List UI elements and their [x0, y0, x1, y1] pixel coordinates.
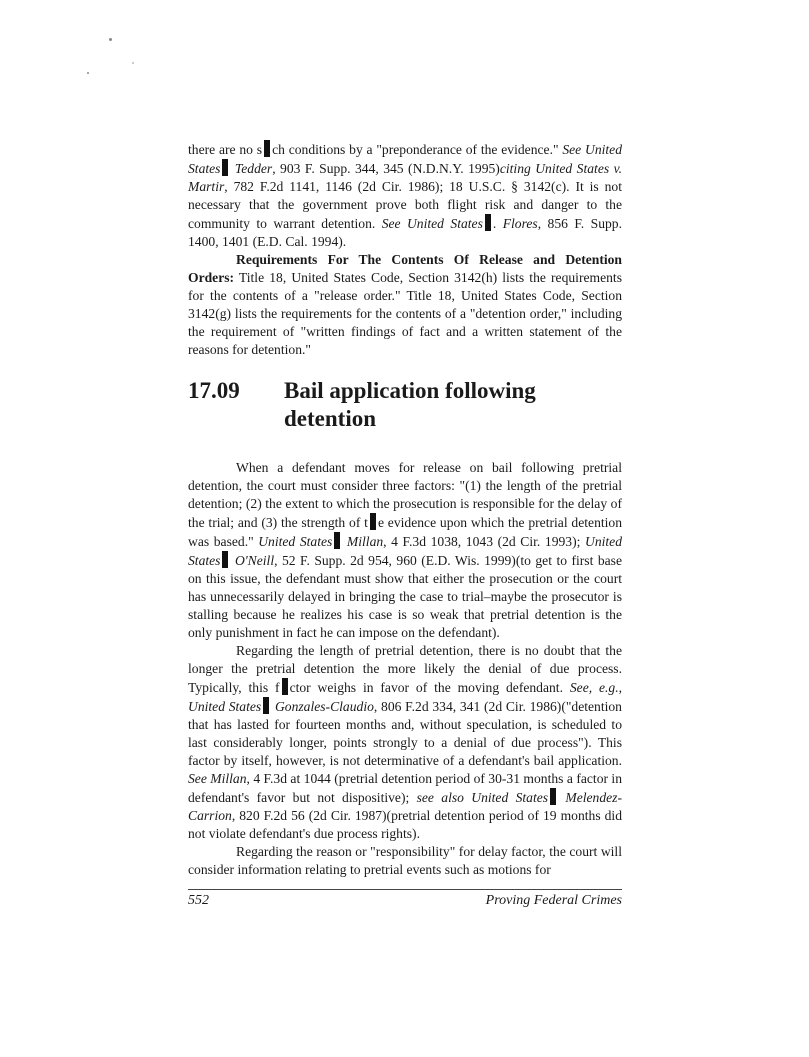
- book-title: Proving Federal Crimes: [485, 893, 622, 908]
- italic-citation: United States: [188, 534, 623, 568]
- italic-citation: Gonzales-Claudio: [271, 699, 374, 714]
- paragraph: Regarding the length of pretrial detention, there is no doubt that the longer the pretrial detention the more likely the denial of due process. Typically, this f ctor weighs in favor of the moving defendant. See, e.g., United States Gonzales-Claudio, 806 F.2d 334, 341 (2d Cir. 1986)("detention that has lasted for fourteen months and, without speculation, is scheduled to last considerably longer, points strongly to a denial of due process"). This factor by itself, however, is not determinative of a defendant's bail application. See Millan, 4 F.3d at 1044 (pretrial detention period of 30-31 months a factor in defendant's favor but not dispositive); see also United States Melendez-Carrion, 820 F.2d 56 (2d Cir. 1987)(pretrial detention period of 19 months did not violate defendant's due process rights).: [188, 643, 623, 841]
- paragraph: Requirements For The Contents Of Release and Detention Orders: Title 18, United States Code, Section 3142(h) lists the requirements for the contents of a "release order." Title 18, United States Code, Section 3142(g) lists the requirements for the contents of a "detention order," including the requirement of "written findings of fact and a written statement of the reasons for detention.": [188, 252, 622, 357]
- section-title: Bail application following detention: [284, 378, 536, 431]
- italic-citation: See United States: [188, 142, 622, 176]
- redaction-mark: [485, 214, 491, 231]
- paragraph: When a defendant moves for release on bail following pretrial detention, the court must consider three factors: "(1) the length of the pretrial detention; (2) the extent to which the prosecution is responsible for the delay of the trial; and (3) the strength of t e evidence upon which the pretrial detention was based." United States Millan, 4 F.3d 1038, 1043 (2d Cir. 1993); United States O'Neill, 52 F. Supp. 2d 954, 960 (E.D. Wis. 1999)(to get to first base on this issue, the defendant must show that either the prosecution or the court has unnecessarily delayed in bringing the case to trial–maybe the prosecutor is stalling because he realizes his case is so weak that pretrial detention is the only punishment in fact he can impose on the defendant).: [188, 460, 623, 640]
- italic-citation: O'Neill: [230, 553, 275, 568]
- redaction-mark: [264, 140, 270, 157]
- scan-speck: [109, 38, 112, 41]
- paragraph: Regarding the reason or "responsibility" for delay factor, the court will consider information relating to pretrial events such as motions for: [188, 844, 622, 877]
- page-number: 552: [188, 893, 209, 908]
- italic-citation: Flores: [502, 216, 538, 231]
- section-number: 17.09: [188, 378, 240, 403]
- italic-citation: Millan: [342, 534, 384, 549]
- redaction-mark: [222, 551, 228, 568]
- redaction-mark: [282, 678, 288, 695]
- page-footer: [188, 893, 622, 909]
- redaction-mark: [222, 159, 228, 176]
- redaction-mark: [334, 532, 340, 549]
- italic-citation: citing United States v. Martir: [188, 161, 623, 194]
- italic-citation: see also United States: [416, 790, 549, 805]
- italic-citation: United States: [258, 534, 333, 549]
- italic-citation: See Millan: [188, 771, 247, 786]
- page-body: [188, 140, 622, 879]
- scan-speck: [132, 62, 134, 64]
- scan-speck: [87, 72, 89, 74]
- redaction-mark: [370, 513, 376, 530]
- redaction-mark: [550, 788, 556, 805]
- paragraph: there are no s ch conditions by a "preponderance of the evidence." See United States Tedder, 903 F. Supp. 344, 345 (N.D.N.Y. 1995)citing United States v. Martir, 782 F.2d 1141, 1146 (2d Cir. 1986); 18 U.S.C. § 3142(c). It is not necessary that the government prove both flight risk and danger to the community to warrant detention. See United States . Flores, 856 F. Supp. 1400, 1401 (E.D. Cal. 1994).: [188, 142, 623, 249]
- italic-citation: See, e.g., United States: [188, 680, 623, 714]
- section-heading: [188, 377, 622, 433]
- italic-citation: See United States: [381, 216, 483, 231]
- italic-citation: Tedder: [230, 161, 273, 176]
- footer-rule: [188, 889, 622, 890]
- bold-run-in-heading: Requirements For The Contents Of Release and Detention Orders:: [188, 252, 622, 285]
- italic-citation: Melendez-Carrion: [188, 790, 622, 823]
- redaction-mark: [263, 697, 269, 714]
